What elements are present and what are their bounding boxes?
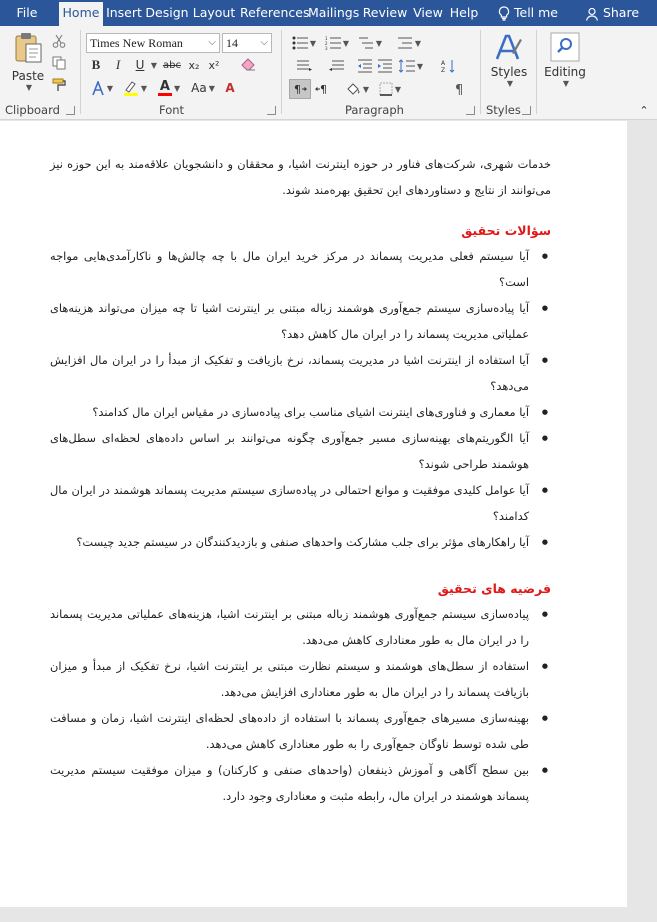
svg-text:2: 2 — [324, 41, 328, 46]
tab-file[interactable]: File — [16, 5, 38, 20]
list-item: ● بین سطح آگاهی و آموزش ذینفعان (واحدهای صنفی و کارکنان) و میزان موفقیت سیستم مدیریت پسماند هوشمند در ایران مال، رابطه مثبت و معناداری وجود دارد. — [50, 757, 551, 809]
svg-text:¶: ¶ — [455, 83, 464, 96]
tab-insert[interactable]: Insert — [106, 5, 142, 20]
styles-launcher-icon[interactable] — [522, 106, 531, 115]
decrease-indent-button[interactable] — [356, 57, 374, 75]
highlight-color-button[interactable]: ▼ — [120, 78, 150, 98]
rtl-button[interactable] — [322, 57, 352, 75]
tab-help[interactable]: Help — [449, 5, 479, 20]
hypotheses-heading: فرضیه های تحقیق — [437, 581, 551, 596]
group-divider — [536, 30, 537, 114]
scissors-icon — [52, 34, 66, 48]
list-item: ● آیا عوامل کلیدی موفقیت و موانع احتمالی در پیاده‌سازی سیستم مدیریت پسماند هوشمند در ایران مال کدامند؟ — [50, 477, 551, 529]
align-multilevel-button[interactable]: ▼ — [394, 34, 424, 52]
share-button[interactable] — [582, 0, 642, 26]
paint-bucket-icon — [345, 81, 361, 97]
paragraph-launcher-icon[interactable] — [466, 106, 475, 115]
list-item: ● آیا سیستم فعلی مدیریت پسماند در مرکز خرید ایران مال با چه چالش‌ها و ناکارآمدی‌هایی مواجه است؟ — [50, 243, 551, 295]
numbering-button[interactable]: 1 2 3 ▼ — [324, 36, 350, 50]
list-item: ● استفاده از سطل‌های هوشمند و سیستم نظارت مبتنی بر اینترنت اشیا، نرخ تفکیک از مبدأ و میزان بازیافت پسماند را در ایران مال به طور معناداری افزایش می‌دهد. — [50, 653, 551, 705]
questions-heading: سؤالات تحقیق — [461, 223, 551, 238]
search-icon — [550, 32, 580, 62]
indent-list-icon — [397, 36, 413, 50]
change-case-label: Aa — [191, 81, 207, 95]
show-formatting-button[interactable] — [450, 79, 470, 99]
font-name-value: Times New Roman — [90, 36, 183, 50]
clipboard-icon — [13, 32, 43, 64]
questions-list — [50, 243, 551, 555]
font-size-value: 14 — [226, 36, 238, 50]
tab-design[interactable]: Design — [145, 5, 189, 20]
styles-dropdown-icon[interactable]: ▼ — [506, 79, 514, 88]
change-case-button[interactable]: Aa ▼ — [191, 81, 215, 95]
multilevel-list-button[interactable]: ▼ — [355, 34, 385, 52]
pilcrow-rtl-icon — [315, 82, 329, 96]
highlighter-icon — [123, 80, 139, 96]
document-page[interactable] — [0, 121, 627, 907]
editing-dropdown-icon[interactable]: ▼ — [562, 79, 570, 88]
font-launcher-icon[interactable] — [267, 106, 276, 115]
tab-view[interactable]: View — [413, 5, 443, 20]
ltr-icon — [295, 59, 313, 73]
svg-text:¶: ¶ — [320, 83, 327, 96]
font-name-combo[interactable] — [86, 33, 220, 53]
increase-indent-button[interactable] — [376, 57, 394, 75]
paragraph-group-label: Paragraph — [345, 103, 404, 117]
list-item: ● آیا راهکارهای مؤثر برای جلب مشارکت واحدهای صنفی و بازدیدکنندگان در سیستم جدید چیست؟ — [50, 529, 551, 555]
underline-button[interactable]: U — [135, 58, 145, 72]
decrease-indent-icon — [357, 59, 373, 73]
list-item: ● آیا استفاده از اینترنت اشیا در مدیریت پسماند، نرخ بازیافت و تفکیک از مبدأ را در ایران مال افزایش می‌دهد؟ — [50, 347, 551, 399]
styles-icon — [494, 32, 524, 62]
rtl-paragraph-button[interactable] — [312, 79, 332, 99]
ltr-paragraph-button[interactable] — [289, 79, 311, 99]
tab-layout[interactable]: Layout — [192, 5, 236, 20]
svg-text:A: A — [441, 60, 446, 67]
svg-text:¶: ¶ — [294, 83, 301, 96]
styles-label: Styles — [490, 65, 528, 79]
ribbon-tab-bar — [0, 0, 657, 26]
list-item: ● آیا الگوریتم‌های بهینه‌سازی مسیر جمع‌آوری چگونه می‌توانند بر اساس داده‌های لحظه‌ای سطل‌های هوشمند طراحی شوند؟ — [50, 425, 551, 477]
borders-button[interactable]: ▼ — [375, 79, 405, 99]
subscript-button[interactable]: x₂ — [188, 58, 200, 72]
multilevel-list-icon — [358, 36, 374, 50]
superscript-button[interactable]: x² — [208, 58, 220, 72]
font-size-combo[interactable] — [222, 33, 272, 53]
numbered-list-icon — [325, 36, 341, 50]
editing-button[interactable] — [542, 32, 588, 96]
group-divider — [281, 30, 282, 114]
vertical-scrollbar[interactable] — [627, 121, 657, 922]
share-label: Share — [602, 5, 640, 20]
underline-dropdown-icon[interactable]: ▼ — [150, 60, 158, 70]
tab-mailings[interactable]: Mailings — [308, 5, 360, 20]
line-spacing-icon — [399, 59, 415, 73]
paste-dropdown-icon[interactable]: ▼ — [25, 83, 33, 92]
list-item: ● آیا معماری و فناوری‌های اینترنت اشیای مناسب برای پیاده‌سازی در مقیاس ایران مال کدامند؟ — [50, 399, 551, 425]
cut-button[interactable] — [50, 32, 68, 50]
grow-font-icon[interactable]: A — [225, 81, 235, 95]
editing-label: Editing — [544, 65, 586, 79]
pilcrow-icon — [454, 82, 466, 96]
tell-me-label: Tell me — [514, 5, 558, 20]
tab-references[interactable]: References — [240, 5, 310, 20]
chevron-down-icon[interactable]: ⌵ — [260, 37, 268, 48]
sort-icon — [441, 59, 457, 73]
sort-az-button[interactable] — [434, 57, 464, 75]
increase-indent-icon — [377, 59, 393, 73]
font-color-letter: A — [159, 79, 170, 94]
paste-button[interactable] — [8, 32, 48, 98]
copy-button[interactable] — [50, 54, 68, 72]
line-spacing-button[interactable]: ▼ — [396, 57, 426, 75]
chevron-down-icon[interactable]: ⌵ — [208, 37, 216, 48]
eraser-icon — [241, 58, 257, 72]
list-item: ● پیاده‌سازی سیستم جمع‌آوری هوشمند زباله مبتنی بر اینترنت اشیا، هزینه‌های عملیاتی مدیریت پسماند را در ایران مال به طور معناداری کاهش می‌دهد. — [50, 601, 551, 653]
format-painter-button[interactable] — [50, 76, 68, 94]
document-area — [0, 121, 657, 922]
svg-text:3: 3 — [324, 46, 328, 50]
person-icon — [585, 7, 599, 21]
shading-button[interactable]: ▼ — [342, 79, 372, 99]
clipboard-launcher-icon[interactable] — [66, 106, 75, 115]
bullet-list-icon — [292, 36, 308, 50]
pilcrow-ltr-icon — [293, 82, 307, 96]
rtl-icon — [328, 59, 346, 73]
tell-me-search[interactable] — [492, 0, 564, 26]
list-item: ● بهینه‌سازی مسیرهای جمع‌آوری پسماند با استفاده از داده‌های لحظه‌ای اینترنت اشیا، زمان و مسافت طی شده توسط ناوگان جمع‌آوری را به طور معناداری کاهش می‌دهد. — [50, 705, 551, 757]
svg-text:1: 1 — [324, 36, 328, 41]
paste-label: Paste — [11, 69, 45, 83]
italic-button[interactable]: I — [115, 57, 121, 72]
styles-group-label: Styles — [486, 103, 521, 117]
font-group-label: Font — [159, 103, 185, 117]
intro-paragraph: خدمات شهری، شرکت‌های فناور در حوزه اینترنت اشیا، و محققان و دانشجویان علاقه‌مند به این حوزه نیز می‌توانند از نتایج و دستاوردهای این تحقیق بهره‌مند شوند. — [50, 157, 551, 197]
sort-button[interactable] — [289, 57, 319, 75]
lightbulb-icon — [498, 6, 510, 21]
font-color-button[interactable]: A ▼ — [159, 79, 181, 94]
bullets-button[interactable]: ▼ — [289, 34, 319, 52]
tab-review[interactable]: Review — [362, 5, 408, 20]
text-effects-icon — [91, 81, 105, 96]
group-divider — [480, 30, 481, 114]
borders-icon — [379, 82, 393, 96]
ribbon — [0, 26, 657, 120]
tab-home[interactable]: Home — [59, 2, 103, 26]
document-body[interactable] — [50, 151, 551, 809]
collapse-ribbon-icon[interactable]: ⌃ — [639, 103, 649, 117]
text-effects-button[interactable]: ▼ — [88, 78, 116, 98]
group-divider — [80, 30, 81, 114]
clear-formatting-button[interactable] — [240, 56, 258, 74]
styles-button[interactable] — [488, 32, 530, 96]
svg-text:Z: Z — [441, 67, 446, 73]
strikethrough-button[interactable]: abc — [163, 59, 181, 71]
clipboard-group-label: Clipboard — [5, 103, 60, 117]
bold-button[interactable]: B — [91, 57, 101, 72]
hypotheses-list — [50, 601, 551, 809]
list-item: ● آیا پیاده‌سازی سیستم جمع‌آوری هوشمند زباله مبتنی بر اینترنت اشیا تا چه میزان می‌تواند هزینه‌های عملیاتی مدیریت پسماند را در ایران مال کاهش دهد؟ — [50, 295, 551, 347]
copy-icon — [52, 56, 66, 70]
paintbrush-icon — [52, 78, 66, 92]
